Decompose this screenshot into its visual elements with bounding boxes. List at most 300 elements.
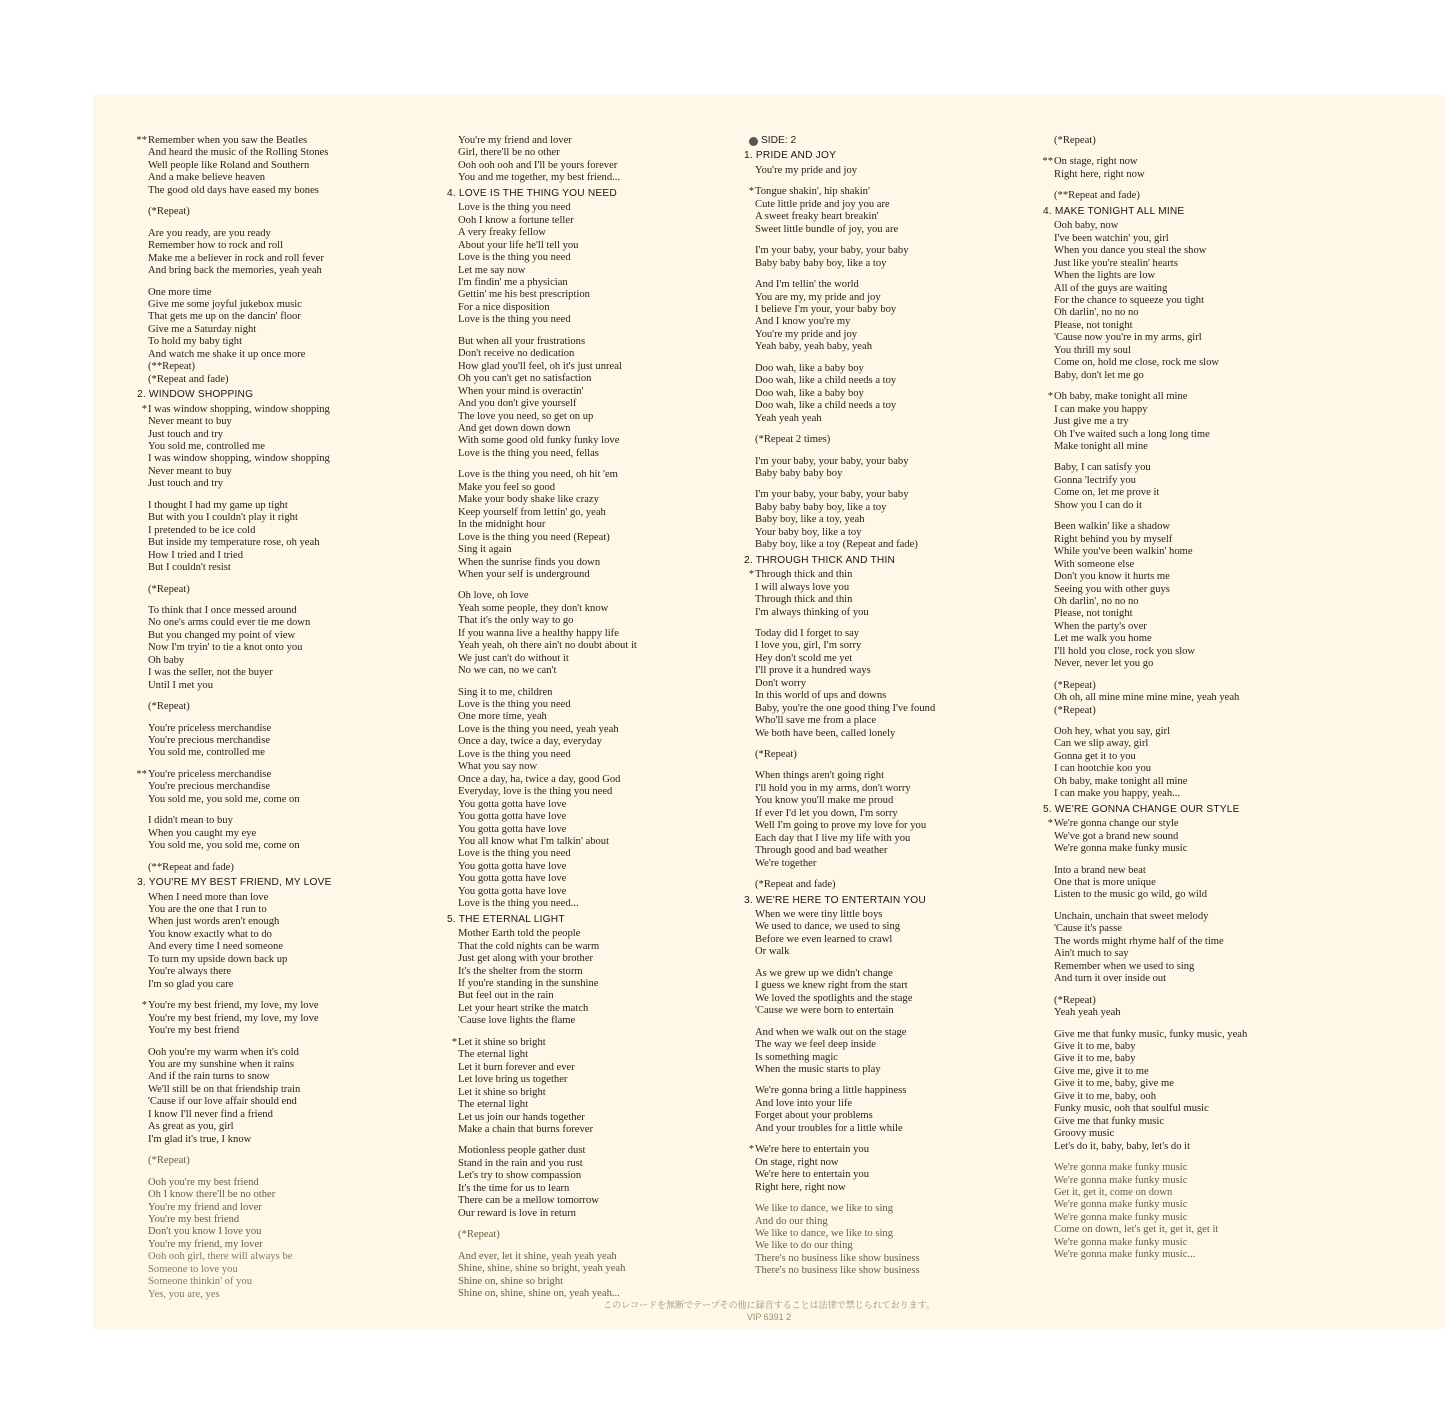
repeat-marker: * bbox=[1047, 818, 1053, 830]
lyric-line: You're precious merchandise bbox=[148, 781, 271, 793]
lyric-line: Give it to me, baby bbox=[1054, 1041, 1136, 1052]
lyric-line: You gotta gotta have love bbox=[458, 823, 567, 835]
lyric-line bbox=[133, 135, 332, 147]
lyric-line: Let us join our hands together bbox=[458, 1111, 585, 1123]
lyric-line: But with you I couldn't play it right bbox=[148, 512, 298, 524]
lyric-line: I've been watchin' you, girl bbox=[1054, 232, 1169, 244]
lyric-line bbox=[443, 1037, 637, 1049]
lyric-line: Love is the thing you need (Repeat) bbox=[458, 531, 610, 543]
lyric-line: I didn't mean to buy bbox=[148, 815, 233, 827]
lyric-line: Remember how to rock and roll bbox=[148, 240, 284, 252]
lyric-line: You gotta gotta have love bbox=[458, 811, 567, 823]
lyric-line: There's no business like show business bbox=[755, 1265, 920, 1277]
repeat-marker: * bbox=[141, 1000, 147, 1012]
lyric-line: But you changed my point of view bbox=[148, 629, 296, 641]
lyric-line: But inside my temperature rose, oh yeah bbox=[148, 537, 320, 549]
repeat-marker: ** bbox=[1042, 156, 1053, 168]
side-header bbox=[749, 135, 935, 147]
stanza-gap bbox=[443, 1028, 637, 1037]
stanza-gap bbox=[443, 1220, 637, 1229]
lyric-line: And watch me shake it up once more bbox=[148, 348, 306, 360]
stanza-gap bbox=[1039, 512, 1247, 521]
lyric-line: I know I'll never find a friend bbox=[148, 1108, 273, 1120]
stanza-gap bbox=[443, 460, 637, 469]
lyric-line: You are my sunshine when it rains bbox=[148, 1059, 295, 1070]
lyric-line: Baby boy, like a toy (Repeat and fade) bbox=[755, 539, 918, 551]
repeat-marker: * bbox=[748, 186, 754, 198]
stanza-gap bbox=[740, 1135, 935, 1144]
lyric-line: We're gonna make funky music... bbox=[1054, 1249, 1196, 1261]
lyric-line: When you dance you steal the show bbox=[1054, 245, 1207, 257]
lyric-line: Baby, you're the one good thing I've found bbox=[755, 702, 936, 714]
stanza-gap bbox=[1039, 856, 1247, 865]
stanza-gap bbox=[1039, 181, 1247, 190]
lyric-line: Love is the thing you need... bbox=[458, 898, 579, 910]
lyric-line: Girl, there'll be no other bbox=[458, 147, 560, 159]
lyric-line: Shine on, shine, shine on, yeah yeah... bbox=[458, 1287, 620, 1299]
lyric-line: One that is more unique bbox=[1054, 877, 1156, 889]
stanza-gap bbox=[133, 575, 332, 584]
lyric-line: But when all your frustrations bbox=[458, 335, 586, 347]
lyric-text: You're my best friend, my love, my love bbox=[148, 1000, 319, 1012]
lyric-line: We're here to entertain you bbox=[755, 1169, 870, 1181]
lyric-line: If ever I'd let you down, I'm sorry bbox=[755, 807, 898, 819]
lyric-line: Seeing you with other guys bbox=[1054, 583, 1170, 595]
song-title: 4. LOVE IS THE THING YOU NEED bbox=[447, 187, 617, 199]
lyric-line: You're precious merchandise bbox=[148, 735, 271, 747]
lyric-line: Never meant to buy bbox=[148, 416, 232, 428]
lyric-line: You're my best friend bbox=[148, 1025, 240, 1037]
stanza-gap bbox=[133, 1038, 332, 1047]
lyric-line: Unchain, unchain that sweet melody bbox=[1054, 910, 1209, 922]
stanza-gap bbox=[740, 354, 935, 363]
lyric-line: Someone to love you bbox=[148, 1263, 238, 1275]
lyric-line: I'm glad it's true, I know bbox=[148, 1133, 252, 1145]
lyric-line: To hold my baby tight bbox=[148, 336, 243, 348]
lyric-text: I was window shopping, window shopping bbox=[148, 403, 330, 415]
lyric-line: You gotta gotta have love bbox=[458, 873, 567, 885]
lyric-line: You're my friend and lover bbox=[148, 1201, 262, 1213]
lyric-line: (*Repeat) bbox=[1054, 679, 1096, 691]
lyric-line: Give me a Saturday night bbox=[148, 323, 257, 335]
lyric-line: (*Repeat) bbox=[148, 1155, 190, 1167]
lyric-line: For a nice disposition bbox=[458, 301, 550, 313]
lyric-line: I'm your baby, your baby, your baby bbox=[755, 489, 909, 501]
lyric-line: I love you, girl, I'm sorry bbox=[755, 640, 862, 652]
stanza-gap bbox=[133, 692, 332, 701]
repeat-marker: * bbox=[748, 1144, 754, 1156]
lyric-line: I'm always thinking of you bbox=[755, 606, 869, 618]
stanza-gap bbox=[740, 761, 935, 770]
lyric-line: I believe I'm your, your baby boy bbox=[755, 303, 897, 315]
lyric-line: Love is the thing you need bbox=[458, 252, 571, 264]
lyric-line: Baby baby baby boy bbox=[755, 467, 843, 479]
lyric-line: Baby baby baby boy, like a toy bbox=[755, 257, 887, 269]
lyric-line: Through thick and thin bbox=[755, 594, 853, 606]
lyric-line: Into a brand new beat bbox=[1054, 864, 1146, 876]
lyric-line: Give me that funky music bbox=[1054, 1115, 1165, 1127]
stanza-gap bbox=[443, 581, 637, 590]
lyric-line: Come on, let me prove it bbox=[1054, 487, 1160, 499]
lyric-line: Make a chain that burns forever bbox=[458, 1123, 594, 1135]
repeat-marker: ** bbox=[136, 135, 147, 146]
lyric-line: Let it burn forever and ever bbox=[458, 1061, 575, 1073]
lyric-line: Once a day, ha, twice a day, good God bbox=[458, 773, 621, 785]
lyric-line: Motionless people gather dust bbox=[458, 1145, 586, 1157]
lyric-line: (**Repeat) bbox=[148, 361, 196, 373]
lyric-line: One more time bbox=[148, 286, 212, 298]
lyric-line: We're gonna make funky music bbox=[1054, 1236, 1188, 1248]
lyric-line: (*Repeat and fade) bbox=[148, 373, 229, 385]
lyric-line: That gets me up on the dancin' floor bbox=[148, 311, 301, 323]
lyric-line: When your mind is overactin' bbox=[458, 385, 584, 397]
lyric-line: Let's do it, baby, baby, let's do it bbox=[1054, 1140, 1191, 1152]
lyric-line: Love is the thing you need bbox=[458, 848, 571, 860]
lyric-line: As we grew up we didn't change bbox=[755, 967, 893, 979]
lyric-line: You and me together, my best friend... bbox=[458, 172, 621, 184]
lyric-line: Your baby boy, like a toy bbox=[755, 526, 862, 538]
lyric-line: Right behind you by myself bbox=[1054, 533, 1173, 545]
lyric-line: Just get along with your brother bbox=[458, 953, 594, 965]
lyric-line: Make tonight all mine bbox=[1054, 440, 1148, 452]
stanza-gap bbox=[443, 327, 637, 336]
song-title: 5. THE ETERNAL LIGHT bbox=[447, 913, 565, 925]
lyric-line: You gotta gotta have love bbox=[458, 798, 567, 810]
lyric-line: If you wanna live a healthy happy life bbox=[458, 627, 619, 639]
lyric-line: Until I met you bbox=[148, 679, 214, 691]
lyric-line: And I'm tellin' the world bbox=[755, 279, 859, 291]
lyric-line: You thrill my soul bbox=[1054, 344, 1131, 356]
lyric-line: While you've been walkin' home bbox=[1054, 546, 1193, 558]
lyric-line: And every time I need someone bbox=[148, 941, 284, 953]
lyric-line: Love is the thing you need bbox=[458, 699, 571, 711]
stanza-gap bbox=[133, 197, 332, 206]
lyrics-column-3 bbox=[740, 135, 935, 1278]
lyric-line: Keep yourself from lettin' go, yeah bbox=[458, 506, 606, 518]
lyric-line: Cute little pride and joy you are bbox=[755, 198, 890, 210]
lyric-line: One more time, yeah bbox=[458, 711, 547, 723]
stanza-gap bbox=[1039, 986, 1247, 995]
lyric-line: Oh baby bbox=[148, 654, 185, 666]
lyric-line: (*Repeat and fade) bbox=[755, 879, 836, 891]
lyric-line: Doo wah, like a baby boy bbox=[755, 362, 864, 374]
lyric-line: And get down down down bbox=[458, 422, 571, 434]
lyric-line: The eternal light bbox=[458, 1049, 529, 1061]
song-title: 2. WINDOW SHOPPING bbox=[137, 389, 254, 401]
lyric-line: When the music starts to play bbox=[755, 1064, 881, 1075]
lyric-line: Stand in the rain and you rust bbox=[458, 1157, 583, 1169]
lyric-line: Yeah yeah yeah bbox=[755, 412, 822, 424]
stanza-gap bbox=[443, 678, 637, 687]
lyric-line: Oh you can't get no satisfaction bbox=[458, 373, 592, 385]
lyric-line: Sweet little bundle of joy, you are bbox=[755, 223, 899, 235]
lyric-line: A sweet freaky heart breakin' bbox=[755, 211, 879, 223]
lyric-line: And a make believe heaven bbox=[148, 172, 266, 184]
lyric-line: You know exactly what to do bbox=[148, 928, 272, 940]
lyric-line: Gonna 'lectrify you bbox=[1054, 474, 1136, 486]
lyric-line bbox=[1039, 156, 1247, 168]
lyric-line: Each day that I live my life with you bbox=[755, 832, 911, 844]
stanza-gap bbox=[1039, 902, 1247, 911]
lyric-line: 'Cause if our love affair should end bbox=[148, 1096, 297, 1108]
stanza-gap bbox=[740, 1076, 935, 1085]
stanza-gap bbox=[133, 491, 332, 500]
lyric-line: And when we walk out on the stage bbox=[755, 1026, 907, 1038]
lyric-line: I will always love you bbox=[755, 581, 850, 593]
lyric-text: Through thick and thin bbox=[755, 569, 853, 581]
lyric-line: I'll prove it a hundred ways bbox=[755, 665, 871, 677]
lyric-line: I'll hold you in my arms, don't worry bbox=[755, 782, 911, 794]
lyric-line: Just give me a try bbox=[1054, 416, 1129, 428]
lyric-line: Ooh ooh ooh and I'll be yours forever bbox=[458, 159, 618, 171]
lyric-line: What you say now bbox=[458, 761, 538, 773]
lyric-line: Just touch and try bbox=[148, 428, 224, 440]
lyric-line: Don't worry bbox=[755, 677, 807, 689]
catalog-number: VIP 6391 2 bbox=[746, 1312, 792, 1322]
lyric-line: I was window shopping, window shopping bbox=[148, 453, 330, 465]
lyric-line: Oh I've waited such a long long time bbox=[1054, 428, 1210, 440]
lyric-line: But feel out in the rain bbox=[458, 990, 554, 1002]
lyric-line: When we were tiny little boys bbox=[755, 909, 883, 921]
lyric-line: Before we even learned to crawl bbox=[755, 933, 893, 945]
lyric-line: (**Repeat and fade) bbox=[148, 861, 234, 873]
lyric-line: Let love bring us together bbox=[458, 1074, 568, 1086]
lyric-line: Come on down, let's get it, get it, get it bbox=[1054, 1224, 1219, 1236]
lyric-line: Please, not tonight bbox=[1054, 608, 1133, 620]
lyric-line: As great as you, girl bbox=[148, 1121, 234, 1133]
lyric-line: When the party's over bbox=[1054, 620, 1147, 632]
lyric-line: Can we slip away, girl bbox=[1054, 738, 1149, 750]
lyric-line: Just like you're stealin' hearts bbox=[1054, 257, 1178, 269]
lyric-line: With someone else bbox=[1054, 558, 1135, 570]
lyric-line: (*Repeat) bbox=[148, 206, 190, 218]
lyric-line: Shine, shine, shine so bright, yeah yeah bbox=[458, 1263, 626, 1275]
stanza-gap bbox=[1039, 1153, 1247, 1162]
lyric-line: And turn it over inside out bbox=[1054, 973, 1167, 985]
stanza-gap bbox=[740, 480, 935, 489]
lyric-line: Everyday, love is the thing you need bbox=[458, 786, 613, 798]
lyric-line: Yes, you are, yes bbox=[148, 1288, 220, 1300]
lyric-line: 'Cause now you're in my arms, girl bbox=[1054, 332, 1202, 344]
lyric-line: We loved the spotlights and the stage bbox=[755, 992, 913, 1004]
lyric-line: The way we feel deep inside bbox=[755, 1039, 876, 1051]
lyric-line: And heard the music of the Rolling Stones bbox=[148, 147, 329, 159]
lyric-line: When your self is underground bbox=[458, 568, 590, 580]
lyric-line: The eternal light bbox=[458, 1099, 529, 1111]
lyric-line: I'm your baby, your baby, your baby bbox=[755, 245, 909, 257]
lyric-line: Baby, I can satisfy you bbox=[1054, 462, 1151, 474]
lyric-line: Baby, don't let me go bbox=[1054, 369, 1144, 381]
lyric-line: We're gonna make funky music bbox=[1054, 1211, 1188, 1223]
lyric-line: There's no business like show business bbox=[755, 1252, 920, 1264]
lyric-line: Get it, get it, come on down bbox=[1054, 1186, 1173, 1198]
lyric-line: And bring back the memories, yeah yeah bbox=[148, 265, 322, 277]
lyric-line: Oh I know there'll be no other bbox=[148, 1189, 276, 1201]
lyric-line: (**Repeat and fade) bbox=[1054, 190, 1140, 202]
lyric-line: You sold me, you sold me, come on bbox=[148, 793, 300, 805]
repeat-marker: * bbox=[748, 569, 754, 581]
lyrics-column-2 bbox=[443, 135, 637, 1300]
lyric-line: In the midnight hour bbox=[458, 519, 546, 531]
lyric-line: We're gonna make funky music bbox=[1054, 1174, 1188, 1186]
lyric-text: Let it shine so bright bbox=[458, 1036, 546, 1048]
repeat-marker: * bbox=[141, 403, 147, 415]
lyric-line: Love is the thing you need bbox=[458, 202, 571, 214]
lyric-line: When I need more than love bbox=[148, 891, 269, 903]
lyric-line: Yeah yeah, oh there ain't no doubt about it bbox=[458, 640, 637, 652]
lyric-line bbox=[740, 1144, 935, 1156]
lyric-line: Come on, hold me close, rock me slow bbox=[1054, 357, 1220, 369]
lyric-line: Doo wah, like a child needs a toy bbox=[755, 375, 897, 387]
copyright-notice: このレコードを無断でテープその他に録音することは法律で禁じられております。 bbox=[603, 1300, 935, 1310]
lyric-line: We like to dance, we like to sing bbox=[755, 1227, 894, 1239]
lyric-line: Give me, give it to me bbox=[1054, 1065, 1149, 1077]
lyric-line: You are the one that I run to bbox=[148, 904, 267, 916]
lyric-line: I'm findin' me a physician bbox=[458, 276, 568, 288]
lyric-line: Now I'm tryin' to tie a knot onto you bbox=[148, 642, 303, 654]
lyric-line: (*Repeat) bbox=[1054, 704, 1096, 716]
lyrics-column-1 bbox=[133, 135, 332, 1301]
lyric-line: Please, not tonight bbox=[1054, 319, 1133, 331]
lyric-line: Gonna get it to you bbox=[1054, 750, 1136, 762]
stanza-gap bbox=[740, 425, 935, 434]
lyric-line: Baby baby baby boy, like a toy bbox=[755, 501, 887, 513]
lyric-line: If you're standing in the sunshine bbox=[458, 978, 599, 989]
lyric-line bbox=[1039, 391, 1247, 403]
lyric-line: Our reward is love in return bbox=[458, 1207, 576, 1219]
repeat-marker: ** bbox=[136, 768, 147, 780]
stanza-gap bbox=[443, 1242, 637, 1251]
song-title: 2. THROUGH THICK AND THIN bbox=[744, 554, 896, 566]
lyric-line: Who'll save me from a place bbox=[755, 715, 877, 727]
lyric-line: Sing it to me, children bbox=[458, 686, 553, 698]
lyric-line: Oh baby, make tonight all mine bbox=[1054, 775, 1188, 787]
lyric-line: Give it to me, baby bbox=[1054, 1053, 1136, 1065]
lyric-line: And do our thing bbox=[755, 1215, 828, 1227]
lyric-line: Baby boy, like a toy, yeah bbox=[755, 514, 865, 526]
stanza-gap bbox=[133, 760, 332, 769]
lyric-line: Funky music, ooh that soulful music bbox=[1054, 1103, 1209, 1115]
lyric-line: I pretended to be ice cold bbox=[148, 524, 256, 536]
side-marker-dot-icon bbox=[749, 137, 758, 146]
lyric-text: Oh baby, make tonight all mine bbox=[1054, 391, 1188, 403]
lyric-line: And you don't give yourself bbox=[458, 398, 577, 410]
lyric-line: I can hootchie koo you bbox=[1054, 763, 1152, 775]
lyric-line: I thought I had my game up tight bbox=[148, 499, 288, 511]
lyric-line: Listen to the music go wild, go wild bbox=[1054, 889, 1208, 901]
stanza-gap bbox=[740, 236, 935, 245]
lyric-line: 'Cause we were born to entertain bbox=[755, 1005, 894, 1017]
lyric-line: Ooh I know a fortune teller bbox=[458, 214, 574, 226]
lyric-line: It's the shelter from the storm bbox=[458, 965, 583, 977]
lyric-line bbox=[133, 1000, 332, 1012]
lyric-line: Don't receive no dedication bbox=[458, 348, 575, 360]
lyric-line: Been walkin' like a shadow bbox=[1054, 521, 1171, 533]
lyric-line: (*Repeat 2 times) bbox=[755, 434, 831, 446]
lyric-line: Oh darlin', no no no bbox=[1054, 307, 1139, 319]
lyric-line: How glad you'll feel, oh it's just unreal bbox=[458, 360, 622, 372]
lyric-line: Don't you know it hurts me bbox=[1054, 571, 1170, 583]
lyric-line: We're gonna bring a little happiness bbox=[755, 1085, 907, 1097]
lyric-line: And I know you're my bbox=[755, 316, 851, 328]
lyric-line: Well I'm going to prove my love for you bbox=[755, 820, 927, 832]
lyric-line: I can make you happy bbox=[1054, 403, 1148, 415]
lyric-line bbox=[133, 769, 332, 781]
side-label: SIDE: 2 bbox=[761, 135, 797, 146]
lyric-line: It's the time for us to learn bbox=[458, 1182, 570, 1194]
lyric-line: You're my pride and joy bbox=[755, 328, 858, 340]
lyric-line: With some good old funky funky love bbox=[458, 435, 620, 447]
lyric-line bbox=[740, 569, 935, 581]
lyric-line: Let your heart strike the match bbox=[458, 1002, 589, 1014]
lyric-line: You are my, my pride and joy bbox=[755, 291, 881, 303]
lyric-line: No we can, no we can't bbox=[458, 665, 557, 677]
lyric-line: I'm your baby, your baby, your baby bbox=[755, 455, 909, 467]
stanza-gap bbox=[740, 270, 935, 279]
stanza-gap bbox=[133, 991, 332, 1000]
stanza-gap bbox=[133, 1168, 332, 1177]
stanza-gap bbox=[1039, 717, 1247, 726]
lyric-line: 'Cause it's passe bbox=[1054, 923, 1122, 935]
lyric-line: Ooh ooh girl, there will always be bbox=[148, 1251, 293, 1263]
lyric-text: On stage, right now bbox=[1054, 156, 1138, 168]
stanza-gap bbox=[740, 1194, 935, 1203]
lyric-text: Remember when you saw the Beatles bbox=[148, 135, 308, 146]
lyric-line: Ooh baby, now bbox=[1054, 220, 1119, 232]
lyric-line: The love you need, so get on up bbox=[458, 410, 594, 422]
lyric-line: Sing it again bbox=[458, 544, 512, 556]
lyric-line: I'll hold you close, rock you slow bbox=[1054, 645, 1196, 657]
lyric-line: Oh oh, all mine mine mine mine, yeah yeah bbox=[1054, 692, 1240, 704]
lyric-line: When you caught my eye bbox=[148, 827, 257, 839]
lyric-line: You know you'll make me proud bbox=[755, 795, 894, 807]
lyric-line: To think that I once messed around bbox=[148, 604, 297, 616]
lyric-line: Ooh you're my warm when it's cold bbox=[148, 1046, 299, 1058]
lyric-line: About your life he'll tell you bbox=[458, 239, 579, 251]
lyric-line: Gettin' me his best prescription bbox=[458, 289, 590, 301]
lyric-line: (*Repeat) bbox=[458, 1229, 500, 1241]
lyric-line: You're my friend, my lover bbox=[148, 1238, 263, 1250]
lyric-line: The words might rhyme half of the time bbox=[1054, 935, 1224, 947]
lyric-line: Ooh you're my best friend bbox=[148, 1176, 259, 1188]
lyric-line: Well people like Roland and Southern bbox=[148, 159, 310, 171]
lyric-line: That the cold nights can be warm bbox=[458, 940, 600, 952]
lyric-text: We're here to entertain you bbox=[755, 1144, 870, 1156]
stanza-gap bbox=[1039, 1020, 1247, 1029]
lyric-line: For the chance to squeeze you tight bbox=[1054, 294, 1205, 306]
lyric-line: I'm so glad you care bbox=[148, 978, 234, 990]
stanza-gap bbox=[740, 177, 935, 186]
lyric-line: Oh darlin', no no no bbox=[1054, 595, 1139, 607]
stanza-gap bbox=[1039, 671, 1247, 680]
lyric-line: Hey don't scold me yet bbox=[755, 652, 853, 664]
lyrics-column-4 bbox=[1039, 135, 1247, 1262]
lyric-line: You gotta gotta have love bbox=[458, 885, 567, 897]
lyric-line: When the lights are low bbox=[1054, 270, 1156, 282]
lyric-line: Doo wah, like a child needs a toy bbox=[755, 400, 897, 412]
lyric-line: Ain't much to say bbox=[1054, 948, 1129, 960]
lyric-line: Today did I forget to say bbox=[755, 627, 860, 639]
lyric-line: I can make you happy, yeah... bbox=[1054, 788, 1181, 800]
lyric-line: We just can't do without it bbox=[458, 652, 569, 664]
lyric-line: Give me that funky music, funky music, yeah bbox=[1054, 1028, 1248, 1040]
lyric-line: You all know what I'm talkin' about bbox=[458, 836, 610, 848]
lyric-line: Make your body shake like crazy bbox=[458, 494, 599, 506]
lyric-line: We're together bbox=[755, 857, 817, 869]
lyric-line: But I couldn't resist bbox=[148, 562, 231, 574]
lyric-line: 'Cause love lights the flame bbox=[458, 1015, 576, 1027]
lyric-line: We like to dance, we like to sing bbox=[755, 1203, 894, 1215]
